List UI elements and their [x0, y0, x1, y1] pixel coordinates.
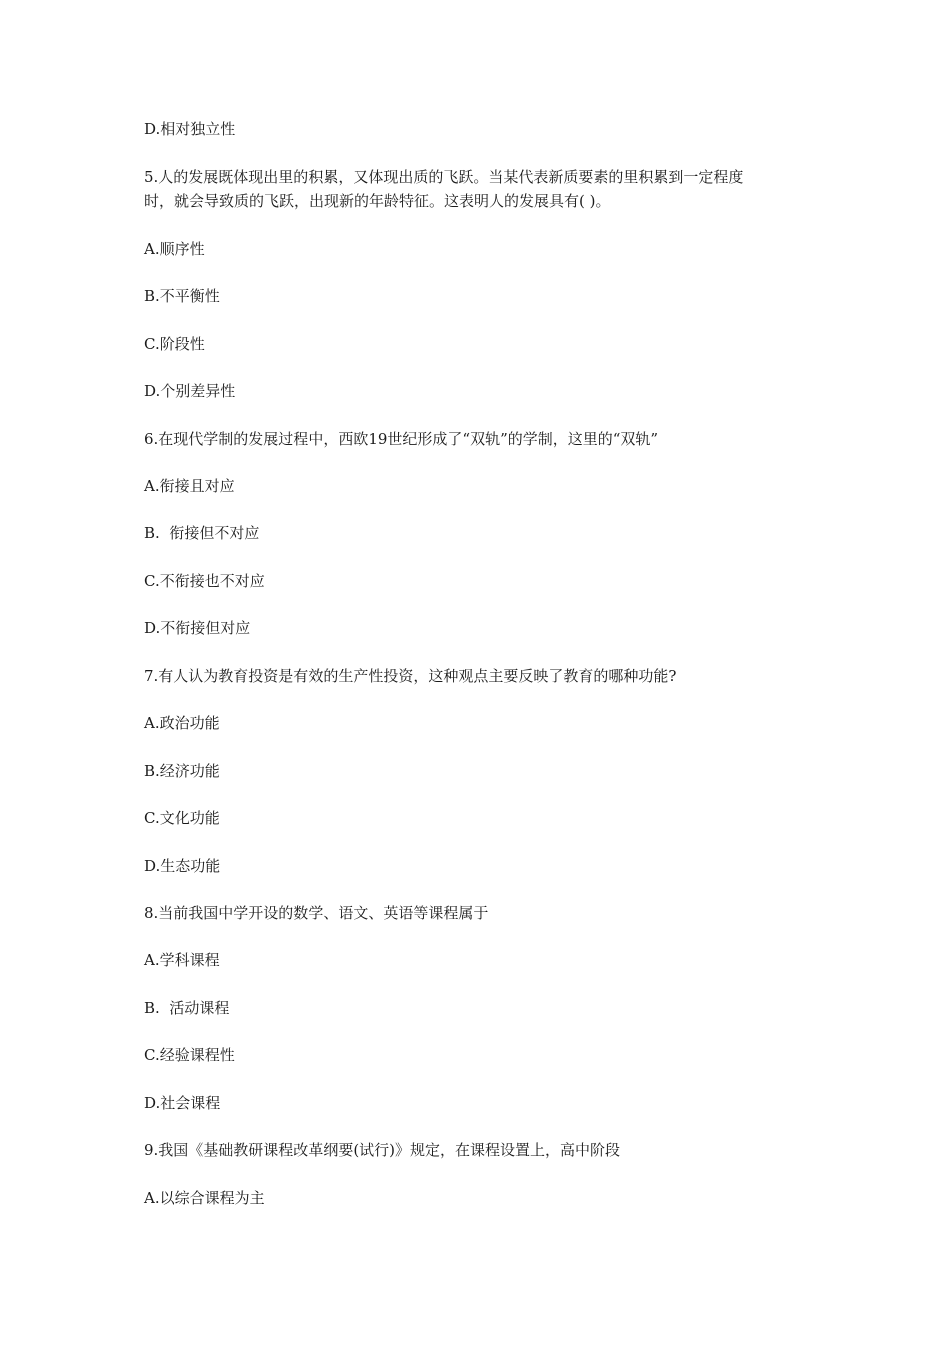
question-6 [144, 427, 814, 451]
q5-option-a: A.顺序性 [144, 240, 205, 258]
question-7-line-1: 7.有人认为教育投资是有效的生产性投资，这种观点主要反映了教育的哪种功能? [144, 667, 677, 685]
line-d-relative-independence: D.相对独立性 [144, 120, 236, 138]
q5-option-d: D.个别差异性 [144, 382, 236, 400]
q6-option-b: B. 衔接但不对应 [144, 524, 260, 542]
question-5-line-2: 时，就会导致质的飞跃，出现新的年龄特征。这表明人的发展具有( )。 [144, 192, 611, 210]
question-6-line-1: 6.在现代学制的发展过程中，西欧19世纪形成了“双轨”的学制，这里的“双轨” [144, 430, 659, 448]
q5-option-b: B.不平衡性 [144, 287, 220, 305]
q8-option-a: A.学科课程 [144, 951, 220, 969]
q8-option-c: C.经验课程性 [144, 1046, 235, 1064]
q7-option-a: A.政治功能 [144, 714, 220, 732]
q8-option-b: B. 活动课程 [144, 999, 230, 1017]
question-9 [144, 1138, 814, 1162]
q7-option-d: D.生态功能 [144, 857, 221, 875]
question-5 [144, 165, 814, 213]
question-7 [144, 664, 814, 688]
question-9-line-1: 9.我国《基础教研课程改革纲要(试行)》规定，在课程设置上，高中阶段 [144, 1141, 621, 1159]
question-5-line-1: 5.人的发展既体现出里的积累，又体现出质的飞跃。当某代表新质要素的里积累到一定程度 [144, 168, 744, 186]
q6-option-a: A.衔接且对应 [144, 477, 235, 495]
question-8 [144, 901, 814, 925]
q5-option-c: C.阶段性 [144, 335, 205, 353]
q7-option-c: C.文化功能 [144, 809, 220, 827]
q9-option-a: A.以综合课程为主 [144, 1189, 265, 1207]
question-8-line-1: 8.当前我国中学开设的数学、语文、英语等课程属于 [144, 904, 489, 922]
q7-option-b: B.经济功能 [144, 762, 220, 780]
q6-option-d: D.不衔接但对应 [144, 619, 251, 637]
q6-option-c: C.不衔接也不对应 [144, 572, 265, 590]
q8-option-d: D.社会课程 [144, 1094, 221, 1112]
